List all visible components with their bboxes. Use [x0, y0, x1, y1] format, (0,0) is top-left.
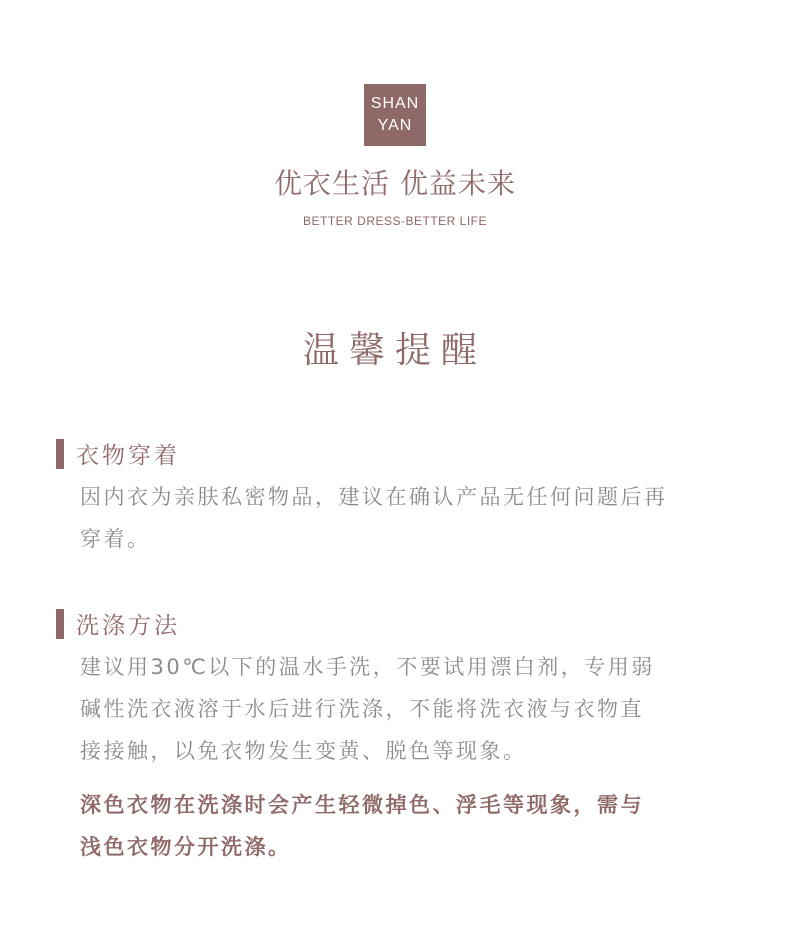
logo-line-2: YAN	[377, 117, 413, 134]
notice-line: 浅色衣物分开洗涤。	[80, 835, 292, 859]
section-body-wearing	[80, 476, 760, 560]
paragraph-line: 穿着。	[80, 527, 151, 551]
notice-line: 深色衣物在洗涤时会产生轻微掉色、浮毛等现象，需与	[80, 793, 644, 817]
paragraph-line: 建议用30℃以下的温水手洗，不要试用漂白剂，专用弱	[80, 655, 655, 679]
paragraph-line: 接接触，以免衣物发生变黄、脱色等现象。	[80, 739, 527, 763]
section-marker-bar	[56, 439, 64, 469]
dark-clothes-notice	[80, 784, 760, 868]
logo-line-1: SHAN	[370, 95, 420, 112]
section-title: 衣物穿着	[76, 443, 180, 469]
paragraph-line: 因内衣为亲肤私密物品，建议在确认产品无任何问题后再	[80, 485, 668, 509]
paragraph-line: 碱性洗衣液溶于水后进行洗涤，不能将洗衣液与衣物直	[80, 697, 644, 721]
page-title: 温馨提醒	[302, 330, 487, 371]
section-title: 洗涤方法	[76, 613, 180, 639]
section-body-washing	[80, 646, 760, 772]
slogan-chinese: 优衣生活 优益未来	[274, 167, 516, 200]
section-heading-wearing	[56, 437, 180, 470]
slogan-english: BETTER DRESS-BETTER LIFE	[302, 214, 488, 228]
section-heading-washing	[56, 607, 180, 640]
brand-logo	[364, 84, 426, 146]
section-marker-bar	[56, 609, 64, 639]
